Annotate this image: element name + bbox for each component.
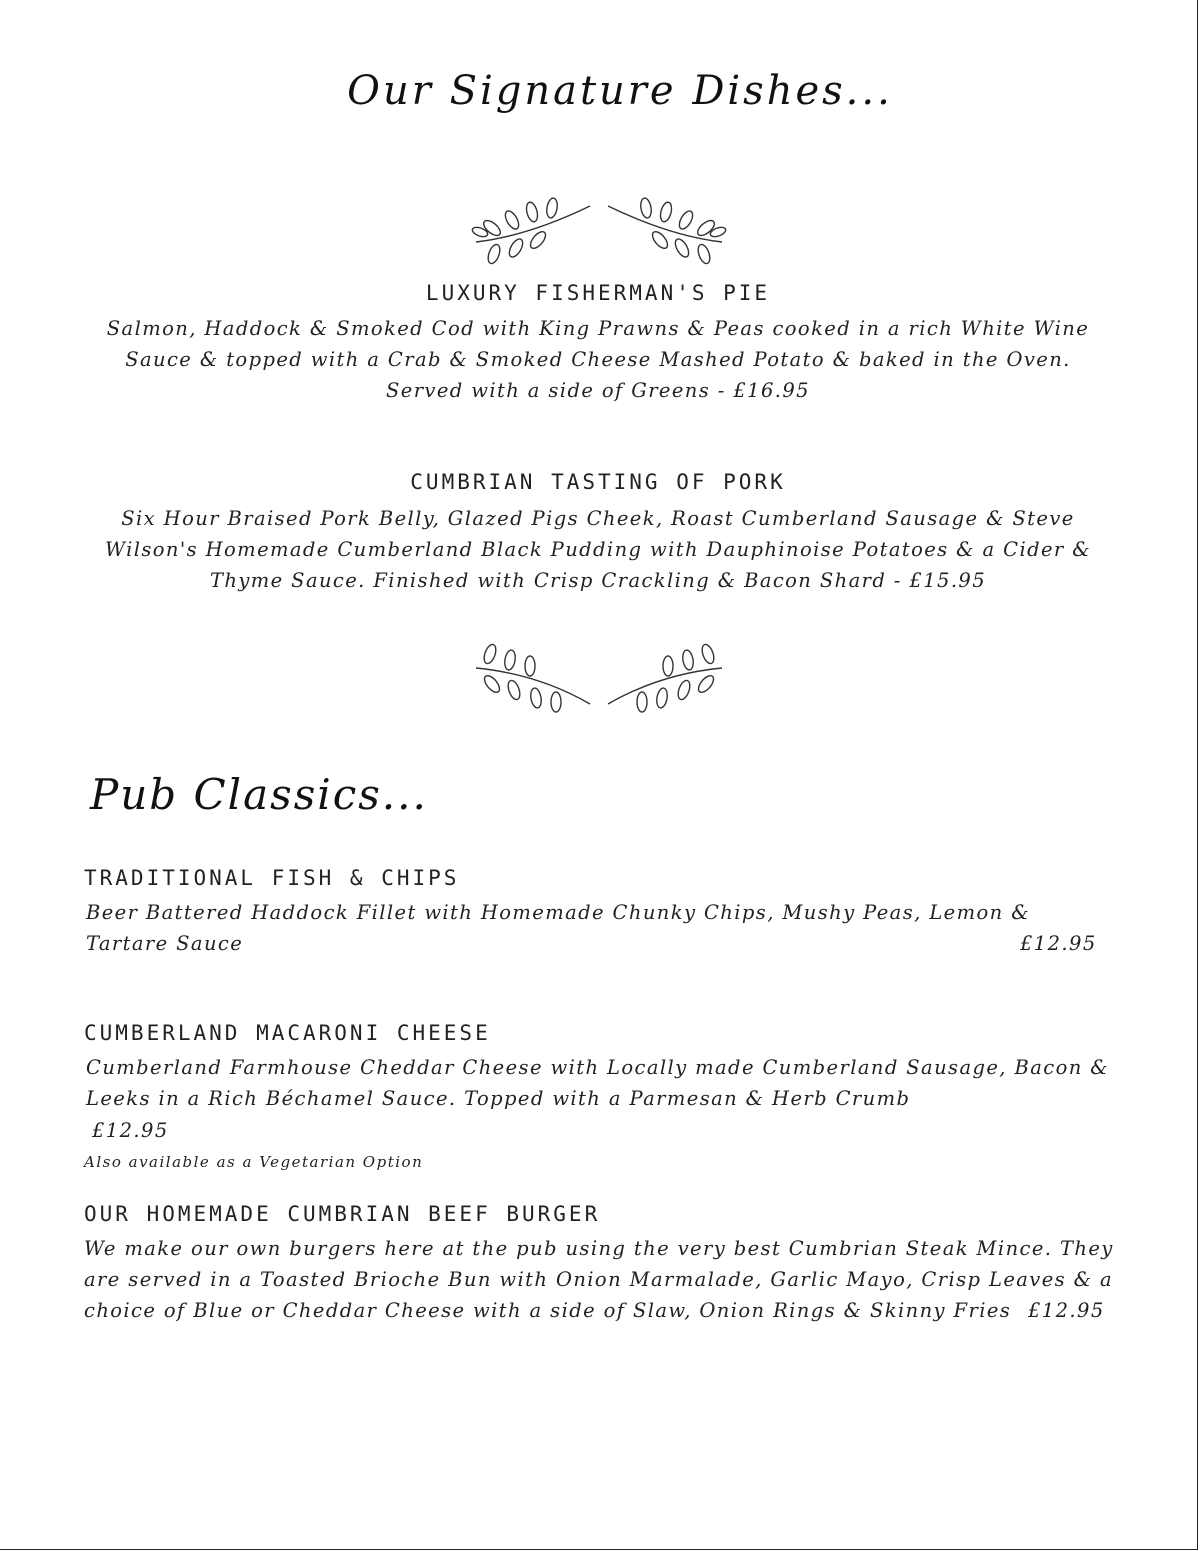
- dish-name-fish-and-chips: TRADITIONAL FISH & CHIPS: [84, 866, 460, 890]
- description-line: Cumberland Farmhouse Cheddar Cheese with Locally made Cumberland Sausage, Bacon &: [86, 1056, 1110, 1079]
- description-line: We make our own burgers here at the pub using the very best Cumbrian Steak Mince. They: [84, 1237, 1114, 1260]
- description-line: Wilson's Homemade Cumberland Black Pudding with Dauphinoise Potatoes & a Cider &: [104, 538, 1091, 561]
- dish-price: £12.95: [1028, 1299, 1105, 1322]
- description-line: Beer Battered Haddock Fillet with Homemade Chunky Chips, Mushy Peas, Lemon &: [86, 901, 1030, 924]
- description-line: Six Hour Braised Pork Belly, Glazed Pigs Cheek, Roast Cumberland Sausage & Steve: [121, 507, 1075, 530]
- description-line: Served with a side of Greens - £16.95: [386, 379, 810, 402]
- pub-classics-title: Pub Classics...: [90, 770, 428, 819]
- description-line: are served in a Toasted Brioche Bun with Onion Marmalade, Garlic Mayo, Crisp Leaves & a: [84, 1268, 1114, 1291]
- vegetarian-note: Also available as a Vegetarian Option: [84, 1153, 424, 1171]
- dish-name-fishermans-pie: LUXURY FISHERMAN'S PIE: [425, 281, 771, 305]
- dish-price: £12.95: [1020, 932, 1097, 955]
- description-line: Salmon, Haddock & Smoked Cod with King Prawns & Peas cooked in a rich White Wine: [106, 317, 1090, 340]
- description-line: Sauce & topped with a Crab & Smoked Cheese Mashed Potato & baked in the Oven.: [125, 348, 1071, 371]
- description-line: Tartare Sauce: [86, 932, 244, 955]
- dish-name-tasting-of-pork: CUMBRIAN TASTING OF PORK: [410, 470, 786, 494]
- signature-dishes-title: Our Signature Dishes...: [347, 68, 893, 114]
- dish-name-beef-burger: OUR HOMEMADE CUMBRIAN BEEF BURGER: [84, 1202, 601, 1226]
- dish-name-macaroni-cheese: CUMBERLAND MACARONI CHEESE: [84, 1021, 491, 1045]
- dish-price: £12.95: [92, 1119, 169, 1142]
- laurel-branches-icon: [468, 640, 730, 720]
- dish-description-fishermans-pie: [60, 313, 1136, 406]
- laurel-branches-icon: [468, 192, 730, 272]
- description-line: choice of Blue or Cheddar Cheese with a side of Slaw, Onion Rings & Skinny Fries: [84, 1299, 1012, 1322]
- description-line: Leeks in a Rich Béchamel Sauce. Topped with a Parmesan & Herb Crumb: [86, 1087, 911, 1110]
- dish-description-tasting-of-pork: [60, 503, 1136, 596]
- description-line: Thyme Sauce. Finished with Crisp Crackling & Bacon Shard - £15.95: [209, 569, 987, 592]
